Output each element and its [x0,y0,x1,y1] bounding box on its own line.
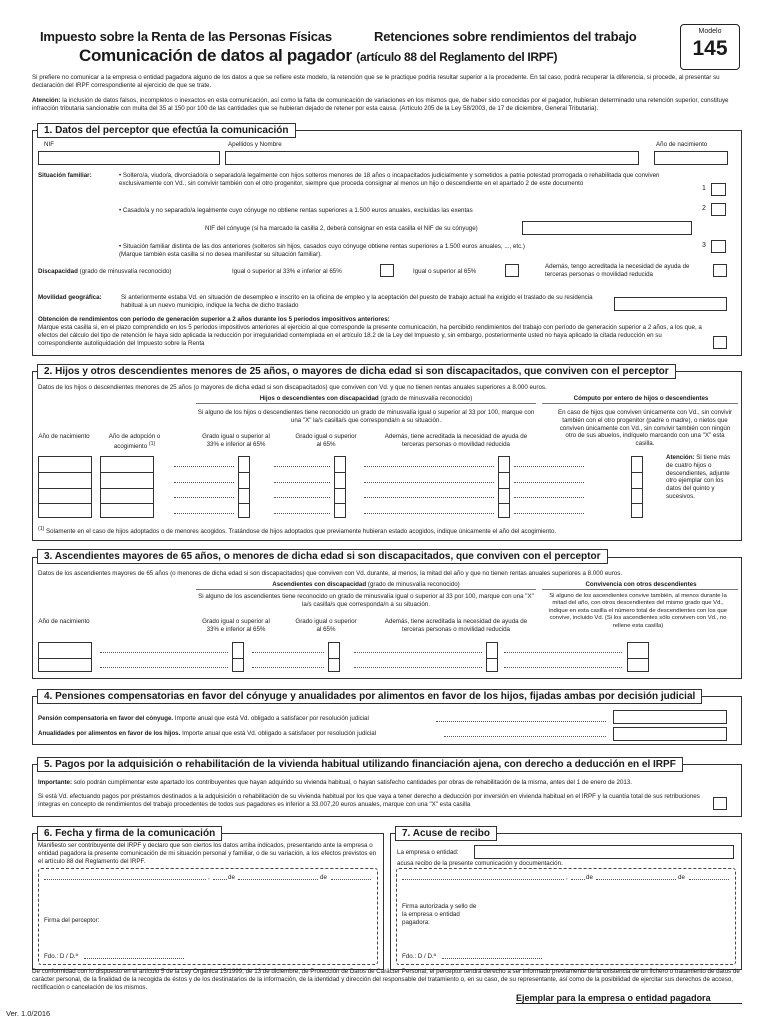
spouse-nif-label: NIF del cónyuge (si ha marcado la casilla 2, deberá consignar en esta casilla el NIF de su cónyuge) [205,225,478,232]
spouse-nif-input[interactable] [522,221,692,235]
s6-fdo-line [84,958,184,959]
disability-65-checkbox[interactable] [505,264,519,277]
s3-disability-header: Ascendientes con discapacidad (grado de minusvalía reconocido) [272,581,460,588]
s2-dots-2 [174,482,234,483]
s2-col-help: Además, tiene acreditada la necesidad de ayuda de terceras personas o movilidad reducida [384,433,528,448]
income-text: Marque esta casilla si, en el plazo comprendido en los 5 períodos impositivos anteriores al ejercicio al que corresponde la presente comunicación, ha percibido rendimientos del trabajo con período de generación superior a 2 años, a los que, a efectos del cálculo del tipo de retención le haya sido aplicada la reducción por irregularidad contemplada en el artículo 18.2 de la Ley del Impuesto y, sin embargo, posteriormente usted no haya aplicado la citada reducción en su correspondiente autoliquidación del Impuesto sobre la Renta [38,324,702,347]
name-input[interactable] [225,151,639,165]
s3-dots-7 [504,652,622,653]
s2-dots-4 [174,513,234,514]
s3-conv-text: Si alguno de los ascendientes convive también, al menos durante la mitad del año, con otros descendientes del mismo grado que Vd., indique en esta casilla el número total de descendientes con los que convive, incluido Vd. (Si los ascendientes sólo conviven con Vd., no rellene esta casilla) [548,593,728,629]
s6-comma: , [208,874,210,881]
disability-help-checkbox[interactable] [713,264,727,277]
s3-disability-intro: Si alguno de los ascendientes tiene reconocido un grado de minusvalía igual o superior al 33 por 100, marque con una "X" la/s casilla/s que corresponda/n a su situación. [198,593,534,608]
s7-empresa: La empresa o entidad: [397,849,459,856]
s2-disability-intro: Si alguno de los hijos o descendientes tiene reconocido un grado de minusvalía igual o superior al 33 por 100, marque con una "X" la/s casilla/s que corresponda/n a su situación. [197,409,535,424]
s7-year-line [689,879,729,880]
nif-input[interactable] [38,151,220,165]
s2-dots-10 [364,482,494,483]
s3-col-help: Además, tiene acreditada la necesidad de ayuda de terceras personas o movilidad reducida [384,618,528,633]
s2-attention: Atención: Si tiene más de cuatro hijos o descendientes, adjunte otro ejemplar con los datos del quinto y sucesivos. [666,454,731,500]
section-3-intro: Datos de los ascendientes mayores de 65 años (o menores de dicha edad si son discapacitados) que conviven con Vd. durante, al menos, la mitad del año y que no tienen rentas anuales superiores a 8.000 euros. [38,570,623,577]
mobility-date-input[interactable] [614,297,727,311]
disability-label: Discapacidad (grado de minusvalía reconocido) [38,268,172,275]
form-title: Comunicación de datos al pagador (artículo 88 del Reglamento del IRPF) [79,46,558,65]
birth-year-input[interactable] [654,151,728,165]
family-checkbox-2[interactable] [711,203,726,216]
s2-divider-2 [542,403,738,404]
birth-year-label: Año de nacimiento [656,141,708,148]
s2-dots-7 [274,497,330,498]
s3-col-65: Grado igual o superior al 65% [295,618,357,633]
section-3-title: 3. Ascendientes mayores de 65 años, o menores de dicha edad si son discapacitados, que conviven con el perceptor [37,549,608,564]
s2-dots-8 [274,513,330,514]
section-1-title: 1. Datos del perceptor que efectúa la comunicación [37,123,296,138]
s6-day-line [213,879,227,880]
income-title: Obtención de rendimientos con período de generación superior a 2 años durante los 5 períodos impositivos anteriores: [38,316,390,323]
modelo-box [680,24,740,70]
family-situation-label: Situación familiar: [38,172,92,179]
disability-33-label: Igual o superior al 33% e inferior al 65% [232,268,342,275]
num-3: 3 [702,242,706,249]
s2-rows [38,456,598,518]
s2-adoption-year-inputs[interactable] [100,456,154,518]
s7-place-line [402,879,564,880]
tax-name: Impuesto sobre la Renta de las Personas Físicas [40,29,332,44]
s2-col-33: Grado igual o superior al 33% e inferior al 65% [202,433,270,448]
section-5-title: 5. Pagos por la adquisición o rehabilitación de la vivienda habitual utilizando financiación ajena, con derecho a deducción en el IRPF [37,757,683,772]
s7-firma: Firma autorizada y sello de la empresa o entidad pagadora: [402,903,477,926]
s3-divider [196,589,536,590]
s6-de-1: de [228,874,235,881]
s2-footnote: $^{(1)}$ Solamente en el caso de hijos adoptados o de menores acogidos. Tratándose de hijos adoptados que previamente hubieran estado acogidos, indique únicamente el año del acogimiento. [38,526,557,536]
s2-col-adoption: Año de adopción o acogimiento $^{(1)}$ [108,433,161,450]
s3-dots-8 [504,667,622,668]
s3-dots-5 [354,652,482,653]
disability-65-label: Igual o superior al 65% [413,268,477,275]
housing-checkbox[interactable] [713,797,727,810]
s2-dots-6 [274,482,330,483]
family-option-1: • Soltero/a, viudo/a, divorciado/a o separado/a legalmente con hijos solteros menores de 18 años o incapacitados judicialmente y sometidos a patria potestad prorrogada o rehabilitada que conviven exclusivamente con Vd., sin convivir también con el otro progenitor, siempre que proceda consignar al menos un hijo o descendiente en el apartado 2 de este documento [119,172,660,187]
modelo-label: Modelo [698,28,722,35]
copy-underline [516,1003,742,1004]
s2-count-checkboxes[interactable] [631,456,643,518]
s5-text: Si está Vd. efectuando pagos por préstamos destinados a la adquisición o rehabilitación de su vivienda habitual por los que vaya a tener derecho a deducción por inversión en vivienda habitual en el IRPF y la cuantía total de sus retribuciones íntegras en concepto de rendimientos del trabajo procedentes de todos sus pagadores es inferior a 33.007,20 euros anuales, marque con una "X" esta casilla [38,793,700,808]
family-option-2: • Casado/a y no separado/a legalmente cuyo cónyuge no obtiene rentas superiores a 1.500 euros anuales, excluidas las exentas [119,207,473,214]
data-protection-text: De conformidad con lo dispuesto en el artículo 5 de la Ley Orgánica 15/1999, de 13 de diciembre, de Protección de Datos de Carácter Personal, el perceptor tendrá derecho a ser informado previamente de la existencia de un fichero o tratamiento de datos de carácter personal, de la finalidad de la recogida de éstos y de los destinatarios de la información, de la identidad y dirección del responsable del tratamiento o, en su caso, de su representante, así como de la posibilidad de ejercitar sus derechos de acceso, rectificación o cancelación de los mismos. [32,968,740,991]
s3-dots-3 [252,652,324,653]
income-checkbox[interactable] [713,336,727,349]
s2-dots-9 [364,466,494,467]
company-input[interactable] [474,845,734,859]
s2-disability-header: Hijos o descendientes con discapacidad (grado de minusvalía reconocido) [259,395,473,402]
s7-de-2: de [678,874,685,881]
s2-col-birth: Año de nacimiento [38,433,90,440]
s3-dots-2 [100,667,228,668]
s7-day-line [571,879,585,880]
s3-divider-2 [542,589,738,590]
disability-33-checkbox[interactable] [380,264,394,277]
s4-dots-1 [436,721,606,722]
version: Ver. 1.0/2016 [6,1009,51,1018]
s2-dots-1 [174,466,234,467]
section-2-title: 2. Hijos y otros descendientes menores de 25 años, o mayores de dicha edad si son discapacitados, que conviven con el perceptor [37,364,676,379]
s2-dots-15 [514,497,584,498]
s2-33-checkboxes[interactable] [238,456,250,518]
child-support-input[interactable] [613,727,727,741]
mobility-label: Movilidad geográfica: [38,294,102,301]
s2-count-text: En caso de hijos que conviven únicamente con Vd., sin convivir también con el otro progenitor (padre o madre), o nietos que conviven únicamente con Vd., sin convivir también con ningún otro de sus abuelos, indíquelo marcando con una "X" esta casilla. [557,409,733,447]
s6-place-line [44,879,206,880]
s2-dots-5 [274,466,330,467]
s6-text: Manifiesto ser contribuyente del IRPF y declaro que son ciertos los datos arriba indicados, presentando ante la empresa o entidad pagadora la presente comunicación de mi situación personal y familiar, o de su variación, a los efectos previstos en el artículo 88 del Reglamento del IRPF. [38,842,377,865]
s6-year-line [331,879,371,880]
s2-divider [196,403,536,404]
copy-label: Ejemplar para la empresa o entidad pagadora [516,993,711,1003]
s3-conv-inputs[interactable] [627,642,649,672]
s2-65-checkboxes[interactable] [334,456,346,518]
s6-firma: Firma del perceptor: [44,917,100,924]
family-option-3: • Situación familiar distinta de las dos anteriores (solteros sin hijos, casados cuyo cónyuge obtiene rentas superiores a 1.500 euros anuales, ..., etc.) (Marque también esta casilla si no desea manifestar su situación familiar). [119,243,525,258]
section-4-title: 4. Pensiones compensatorias en favor del cónyuge y anualidades por alimentos en favor de los hijos, fijadas ambas por decisión judicial [37,689,702,704]
section-6-title: 6. Fecha y firma de la comunicación [37,826,222,841]
section-2-intro: Datos de los hijos o descendientes menores de 25 años (o mayores de dicha edad si son discapacitados) que conviven con Vd. y que no tienen rentas anuales superiores a 8.000 euros. [38,384,547,391]
tax-subtitle: Retenciones sobre rendimientos del trabajo [374,29,637,44]
s4-line-1: Pensión compensatoria en favor del cónyuge. Importe anual que está Vd. obligado a satisfacer por resolución judicial [38,715,369,722]
s3-dots-1 [100,652,228,653]
spousal-pension-input[interactable] [613,710,727,724]
s7-fdo: Fdo.: D / D.ª [402,953,436,960]
s3-col-33: Grado igual o superior al 33% e inferior al 65% [202,618,270,633]
family-checkbox-3[interactable] [711,240,726,253]
s2-dots-3 [174,497,234,498]
s7-acusa: acusa recibo de la presente comunicación y documentación. [397,860,563,867]
s3-65-checkboxes[interactable] [328,642,340,672]
s2-dots-13 [514,466,584,467]
s3-dots-4 [252,667,324,668]
name-label: Apellidos y Nombre [228,141,282,148]
s6-de-2: de [320,874,327,881]
disability-help-label: Además, tengo acreditada la necesidad de ayuda de terceras personas o movilidad reducida [545,263,690,278]
intro-text: Si prefiere no comunicar a la empresa o entidad pagadora alguno de los datos a que se refiere este modelo, la retención que se le practique podría resultar superior a la procedente. En tal caso, podrá recuperar la diferencia, si procede, al presentar su declaración del IRPF correspondiente al ejercicio de que se trate. [32,74,720,89]
s2-help-checkboxes[interactable] [498,456,510,518]
s2-dots-11 [364,497,494,498]
s7-month-line [596,879,676,880]
section-7-title: 7. Acuse de recibo [395,826,497,841]
s6-month-line [238,879,318,880]
s7-fdo-line [442,958,542,959]
s2-dots-12 [364,513,494,514]
nif-label: NIF [44,141,54,148]
warning-text: Atención: la inclusión de datos falsos, incompletos o inexactos en esta comunicación, así como la falta de comunicación de variaciones en los mismos que, de haber sido conocidas por el pagador, hubieran determinado una retención superior, constituye infracción tributaria sancionable con multa del 35 al 150 por 100 de las cantidades que se hubieran dejado de retener por esta causa. (Artículo 205 de la Ley 58/2003, de 17 de diciembre, General Tributaria). [32,97,729,112]
s5-important: Importante: solo podrán cumplimentar este apartado los contribuyentes que hayan adquirido su vivienda habitual, o hayan satisfecho cantidades por obras de rehabilitación de la misma, antes del 1 de enero de 2013. [38,779,633,786]
s2-dots-14 [514,482,584,483]
s7-de-1: de [586,874,593,881]
s3-birth-year-inputs[interactable] [38,642,92,672]
s3-col-birth: Año de nacimiento [38,618,90,625]
s4-line-2: Anualidades por alimentos en favor de los hijos. Importe anual que está Vd. obligado a satisfacer por resolución judicial [38,730,377,737]
mobility-text: Si anteriormente estaba Vd. en situación de desempleo e inscrito en la oficina de empleo y la aceptación del puesto de trabajo actual ha exigido el traslado de su residencia habitual a un nuevo municipio, indique la fecha de dicho traslado [121,294,593,309]
s4-dots-2 [444,736,606,737]
s2-dots-16 [514,513,584,514]
s2-birth-year-inputs[interactable] [38,456,92,518]
num-1: 1 [702,185,706,192]
s6-fdo: Fdo.: D / D.ª [44,953,78,960]
modelo-number: 145 [692,36,728,60]
s3-33-checkboxes[interactable] [232,642,244,672]
s3-help-checkboxes[interactable] [486,642,498,672]
s2-count-header: Cómputo por entero de hijos o descendientes [573,395,709,402]
family-checkbox-1[interactable] [711,183,726,196]
s7-comma: , [566,874,568,881]
s3-conv-header: Convivencia con otros descendientes [585,581,697,588]
s3-dots-6 [354,667,482,668]
s2-col-65: Grado igual o superior al 65% [295,433,357,448]
num-2: 2 [702,205,706,212]
